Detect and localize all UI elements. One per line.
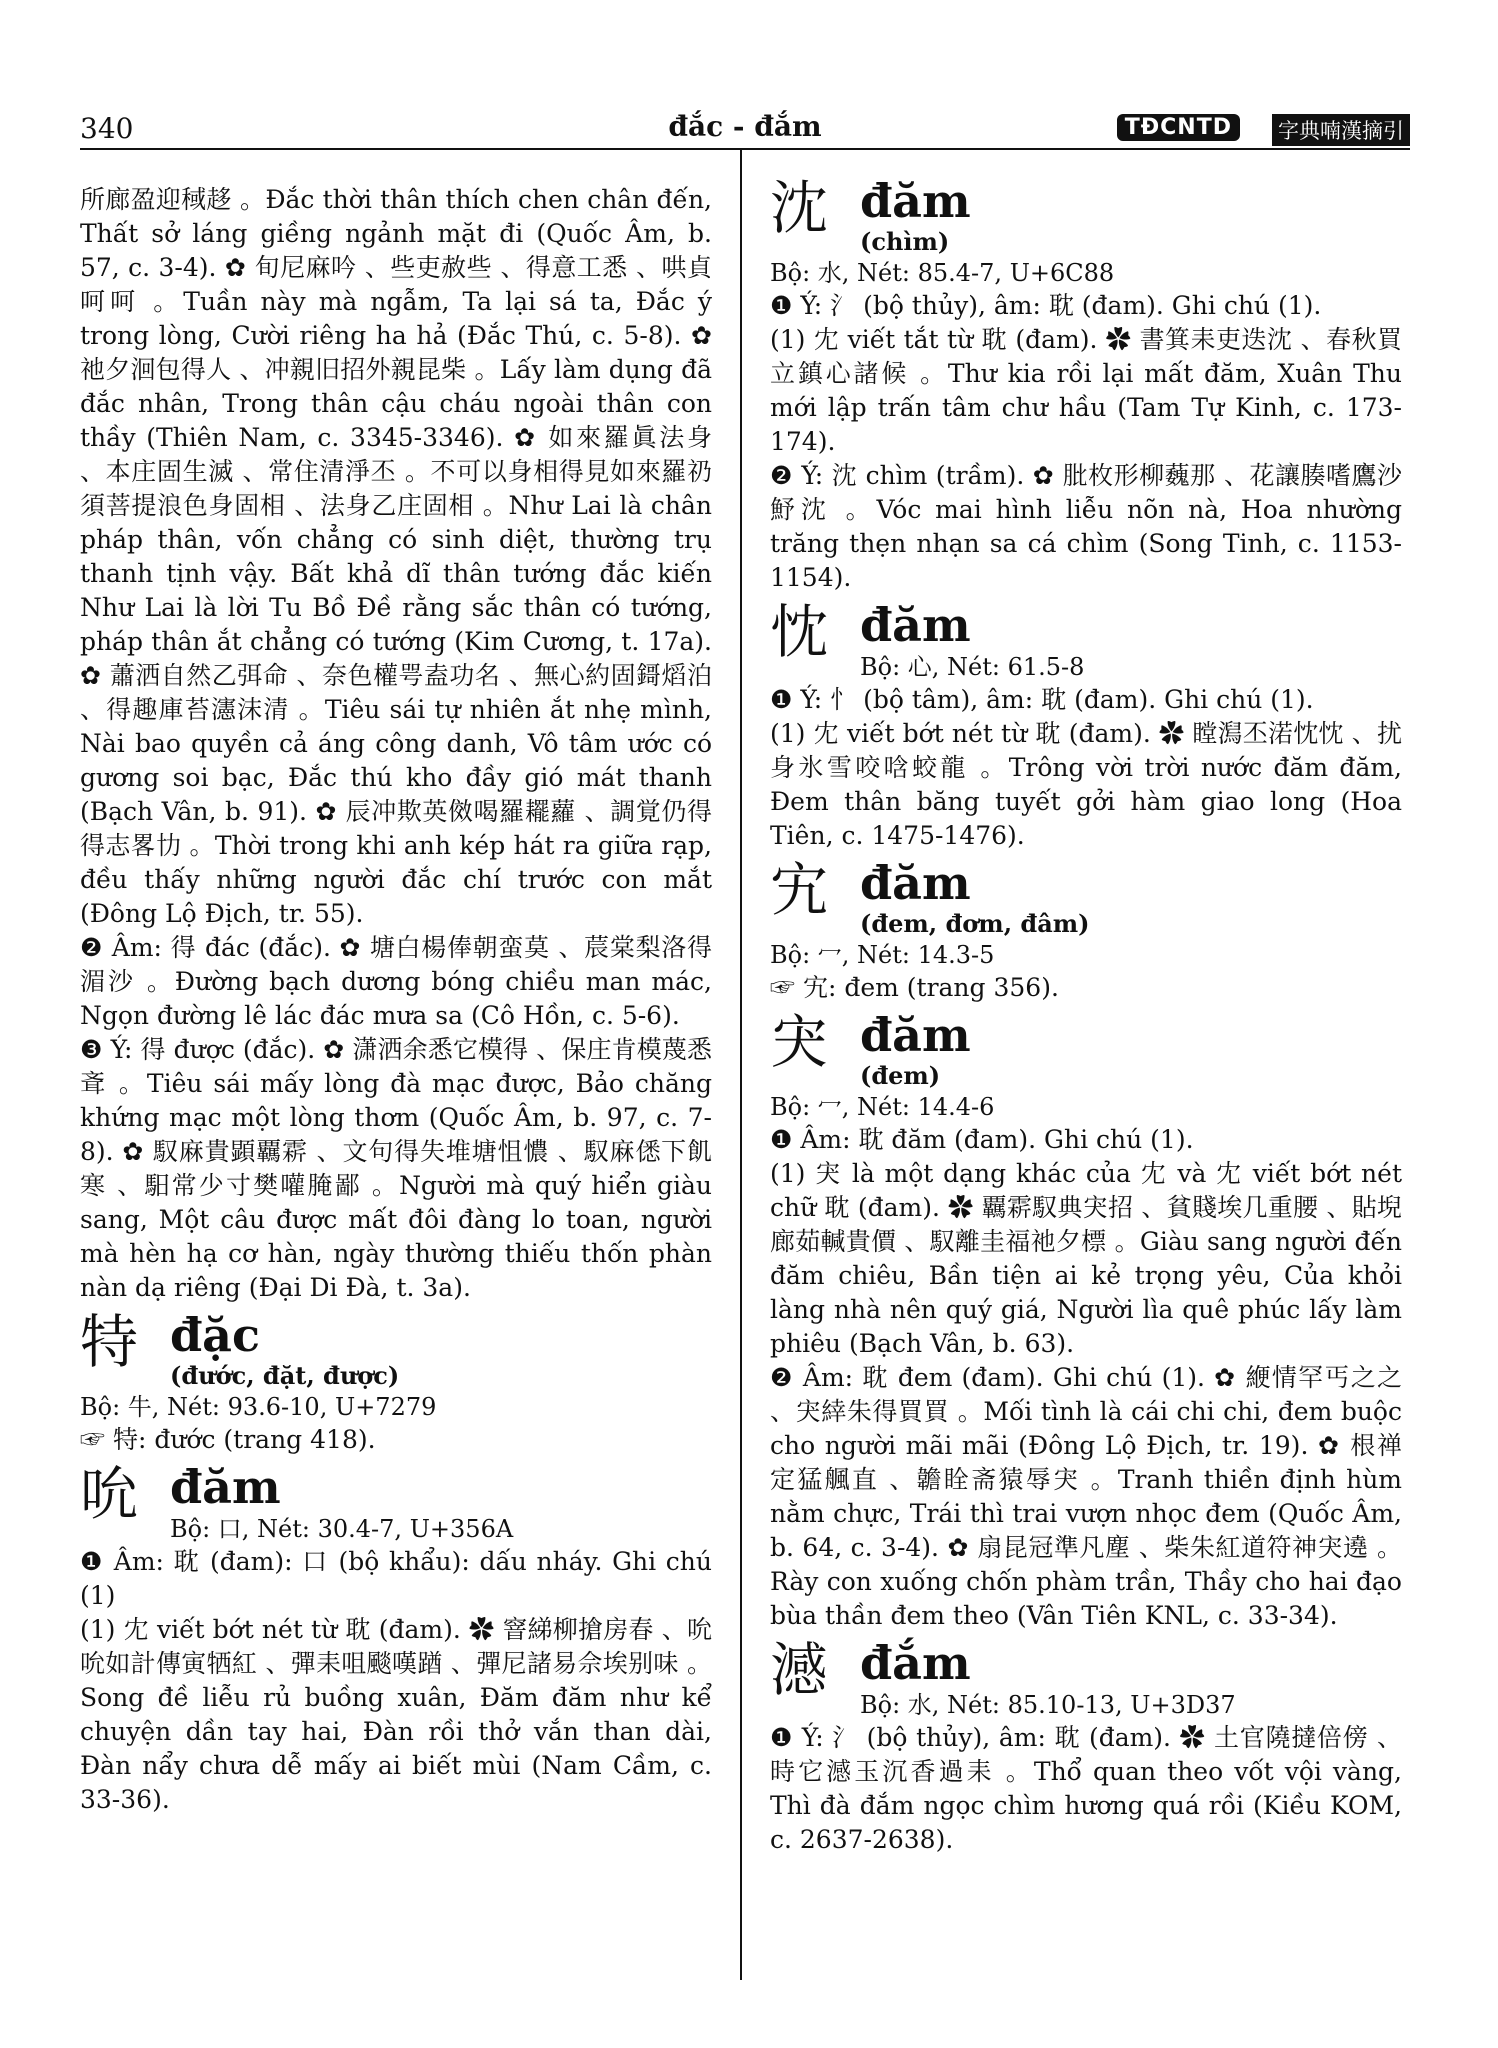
sense: ❷ Ý: 沈 chìm (trầm). ✿ 肶枚形柳蘶那 、花讓腠嗜鷹沙魣沈 。Vóc mai hình liễu nõn nà, Hoa nhường trăng thẹn nhạn sa cá chìm (Song Tinh, c. 1153-1154). [770,461,1402,592]
head-word: đăm [860,1008,971,1062]
head-character: 宄 [770,856,829,924]
entry-meta: Bộ: 心, Nét: 61.5-8 [860,653,1085,681]
left-column [80,183,712,1817]
head-word: đăm [860,856,971,910]
entry-dam-tam [770,599,1402,853]
head-word: đăm [860,598,971,652]
entry-dam-dem [770,857,1402,1005]
head-word: đăm [170,1460,281,1514]
entry-meta: Bộ: 口, Nét: 30.4-7, U+356A [170,1515,514,1543]
head-character: 特 [80,1308,139,1376]
sense: ❷ Âm: 耽 đem (đam). Ghi chú (1). ✿ 緶情罕丐之之 、宊緈朱得買買 。Mối tình là cái chi chi, đem buộc cho người mãi mãi (Đông Lộ Địch, tr. 19). ✿ 根禅定猛䑺直 、䪜䀬斋猿辱宊 。Tranh thiền định hùm nằm chực, Trái thì trai vượn nhọc đem (Quốc Âm, b. 64, c. 3-4). ✿ 扇昆冠準凡塵 、柴朱紅道符神宊遶 。Rày con xuống chốn phàm trần, Thầy cho hai đạo bùa thần đem theo (Vân Tiên KNL, c. 33-34). [770,1363,1402,1630]
column-divider [740,150,742,1980]
head-character: 沈 [770,174,829,242]
sense: ☞ 特: đước (trang 418). [80,1425,376,1454]
sense: ❶ Âm: 耽 đăm (đam). Ghi chú (1). [770,1125,1194,1154]
continuation-sense-2: ❷ Âm: 得 đác (đắc). ✿ 塘白楊俸朝蛮莫 、莀棠梨洛得湄沙 。Đường bạch dương bóng chiều man mác, Ngọn đường lê lác đác mưa sa (Cô Hồn, c. 5-6). [80,933,712,1030]
sense-note: (1) 冘 viết tắt từ 耽 (đam). ✿ 書箕耒吏迭沈 、春秋買立鎮心諸候 。Thư kia rồi lại mất đăm, Xuân Thu mới lập trấn tâm chư hầu (Tam Tự Kinh, c. 173-174). [770,325,1402,456]
sense: ❶ Ý: 氵 (bộ thủy), âm: 耽 (đam). Ghi chú (1). [770,291,1322,320]
head-alternates: (đước, đặt, được) [170,1361,400,1390]
entry-meta: Bộ: 水, Nét: 85.4-7, U+6C88 [770,259,1115,287]
head-word: đăm [860,174,971,228]
sense-note: (1) 冘 viết bớt nét từ 耽 (đam). ✿ 窨綈柳搶房春 、吮吮如計傳寅牺紅 、彈耒咀颷嘆䠓 、彈尼諸易佘埃别味 。Song đề liễu rủ buồng xuân, Đăm đăm như kể chuyện dần tay hai, Đàn rồi thở vắn than dài, Đàn nẩy chưa dễ mấy ai biết mùi (Nam Cầm, c. 33-36). [80,1615,712,1814]
page-number: 340 [80,112,134,145]
entry-head [80,1461,712,1545]
page-header [80,108,1410,150]
head-word: đắm [860,1636,971,1690]
entry-dam-chim [770,175,1402,595]
entry-meta: Bộ: 冖, Nét: 14.4-6 [770,1093,995,1121]
publisher-logo: TĐCNTD [1117,114,1240,141]
head-character: 忱 [770,598,829,666]
continuation-sense-3: ❸ Ý: 得 được (đắc). ✿ 潇洒余悉它模得 、保庄肯模蔑悉斊 。Tiêu sái mấy lòng đà mạc được, Bảo chăng khứng mạc một lòng thơm (Quốc Âm, b. 97, c. 7-8). ✿ 馭麻貴顕覊䨛 、文句得失堆塘怚憹 、馭麻僁下飢寒 、馹常少寸樊嚾腌鄙 。Người mà quý hiển giàu sang, Một câu được mất đôi đàng lo toan, người mà hèn hạ cơ hàn, ngày thường thiếu thốn phàn nàn dạ riêng (Đại Di Đà, t. 3a). [80,1035,712,1302]
header-rule [80,148,1410,150]
head-word: đặc [170,1308,260,1362]
head-alternates: (đem) [860,1061,941,1090]
head-character: 澸 [770,1636,829,1704]
head-alternates: (đem, đơm, đâm) [860,909,1090,938]
entry-dam-1 [80,1461,712,1817]
sense: ❶ Ý: 氵 (bộ thủy), âm: 耽 (đam). ✿ 土官隢撻倍傍 、時它澸玉沉香過耒 。Thổ quan theo vốt vội vàng, Thì đà đắm ngọc chìm hương quá rồi (Kiều KOM, c. 2637-2638). [770,1723,1402,1854]
entry-dac [80,1309,712,1457]
sense: ☞ 宄: đem (trang 356). [770,973,1059,1002]
sense: ❶ Ý: 忄 (bộ tâm), âm: 耽 (đam). Ghi chú (1). [770,685,1314,714]
sense: ❶ Âm: 耽 (đam): 口 (bộ khẩu): dấu nháy. Ghi chú (1) [80,1547,712,1610]
entry-meta: Bộ: 水, Nét: 85.10-13, U+3D37 [860,1691,1236,1719]
head-character: 吮 [80,1460,139,1528]
entry-head [80,1309,712,1391]
sense-note: (1) 宊 là một dạng khác của 冘 và 冘 viết bớt nét chữ 耽 (đam). ✿ 覊䨛馭典宊招 、貧賤埃几重腰 、貼堄廊茹輱貴價 、馭離圭福祂夕標 。Giàu sang người đến đăm chiêu, Bần tiện ai kẻ trọng yêu, Của khỏi làng nhà nên quý giá, Người lìa quê phúc lấy làm phiêu (Bạch Vân, b. 63). [770,1159,1402,1358]
entry-dam-dem-2 [770,1009,1402,1633]
head-character: 宊 [770,1008,829,1076]
entry-dam-sac [770,1637,1402,1857]
running-title: đắc - đắm [668,110,822,143]
entry-meta: Bộ: 牛, Nét: 93.6-10, U+7279 [80,1393,437,1421]
right-column [770,174,1402,1857]
sense-note: (1) 冘 viết bớt nét từ 耽 (đam). ✿ 瞠澙丕渃忱忱 、扰身氷雪咬唅蛟龍 。Trông vời trời nước đăm đăm, Đem thân băng tuyết gởi hàm giao long (Hoa Tiên, c. 1475-1476). [770,719,1402,850]
head-alternates: (chìm) [860,227,950,256]
continuation-paragraph: 所廊盈迎稢趍 。Đắc thời thân thích chen chân đến, Thất sở láng giềng ngảnh mặt đi (Quốc Âm, b. 57, c. 3-4). ✿ 旬尼麻吟 、些吏赦些 、得意工悉 、哄貞呵呵 。Tuần này mà ngẫm, Ta lại sá ta, Đắc ý trong lòng, Cười riêng ha hả (Đắc Thú, c. 5-8). ✿ 祂夕洄包得人 、冲親旧招外親昆柴 。Lấy làm dụng đã đắc nhân, Trong thân cậu cháu ngoài thân con thầy (Thiên Nam, c. 3345-3346). ✿ 如來羅眞法身 、本庄固生滅 、常住清淨丕 。不可以身相得見如來羅礽須菩提浪色身固相 、法身乙庄固相 。Như Lai là chân pháp thân, vốn chẳng có sinh diệt, thường trụ thanh tịnh vậy. Bất khả dĩ thân tướng đắc kiến Như Lai là lời Tu Bồ Đề rằng sắc thân có tướng, pháp thân ắt chẳng có tướng (Kim Cương, t. 17a). ✿ 蕭洒自然乙弭命 、奈色權咢盍功名 、無心約固鎶熖泊 、得趣庫苔瀗沫清 。Tiêu sái tự nhiên ắt nhẹ mình, Nài bao quyền cả áng công danh, Vô tâm ước có gương soi bạc, Đắc thú kho đầy gió mát thanh (Bạch Vân, b. 91). ✿ 辰冲欺英傚喝羅䎱蘿 、調覚仍得得志畧㔹 。Thời trong khi anh kép hát ra giữa rạp, đều thấy những người đắc chí trước con mắt (Đông Lộ Địch, tr. 55). [80,185,712,928]
entry-meta: Bộ: 冖, Nét: 14.3-5 [770,941,995,969]
dictionary-logo: 字典喃漢摘引 [1272,114,1410,146]
